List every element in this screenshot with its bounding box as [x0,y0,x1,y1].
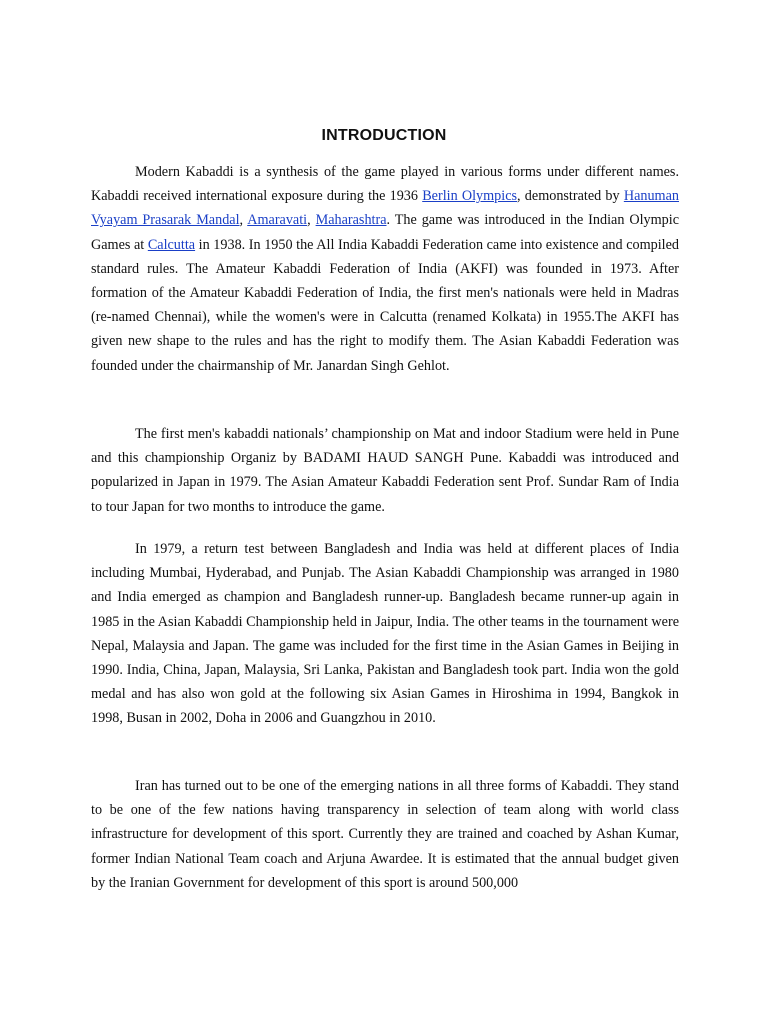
page-title: INTRODUCTION [321,127,447,144]
paragraph-3-text: In 1979, a return test between Bangladesh and India was held at different places of India including Mumbai, Hyderabad, and Punjab. The Asian Kabaddi Championship was arranged in 1980 and India emerged as champion and Bangladesh runner-up. Bangladesh became runner-up again in 1985 in the Asian Kabaddi Championship held in Jaipur, India. The other teams in the tournament were Nepal, Malaysia and Japan. The game was included for the first time in the Asian Games in Beijing in 1990. India, China, Japan, Malaysia, Sri Lanka, Pakistan and Bangladesh took part. India won the gold medal and has also won gold at the following six Asian Games in Hiroshima in 1994, Bangkok in 1998, Busan in 2002, Doha in 2006 and Guangzhou in 2010. [91,541,679,727]
paragraph-1-text-6: in 1938. In 1950 the All India Kabaddi Federation came into existence and compiled standard rules. The Amateur Kabaddi Federation of India (AKFI) was founded in 1973. After formation of the Amateur Kabaddi Federation of India, the first men's nationals were held in Madras (re-named Chennai), while the women's were in Calcutta (renamed Kolkata) in 1955.The AKFI has given new shape to the rules and has the right to modify them. The Asian Kabaddi Federation was founded under the chairmanship of Mr. Janardan Singh Gehlot. [91,236,679,374]
paragraph-2 [91,422,679,519]
paragraph-1 [91,160,679,378]
paragraph-1-text-3: , [239,212,248,229]
paragraph-1-text-5: . The game was introduced in the Indian Olympic Games at [91,212,679,253]
maharashtra-link[interactable]: Maharashtra [315,212,387,229]
berlin-olympics-link[interactable]: Berlin Olympics [422,188,518,205]
amaravati-link[interactable]: Amaravati [247,212,308,229]
hanuman-vyayam-prasarak-mandal-link[interactable]: Hanuman Vyayam Prasarak Mandal [91,188,679,229]
paragraph-1-text-4: , [307,212,316,229]
paragraph-4-text: Iran has turned out to be one of the emerging nations in all three forms of Kabaddi. They stand to be one of the few nations having transparency in selection of team along with world class infrastructure for development of this sport. Currently they are trained and coached by Ashan Kumar, former Indian National Team coach and Arjuna Awardee. It is estimated that the annual budget given by the Iranian Government for development of this sport is around 500,000 [91,778,679,891]
paragraph-1-text-1: Modern Kabaddi is a synthesis of the game played in various forms under different names. Kabaddi received international exposure during the 1936 [91,164,679,205]
paragraph-1-text-2: , demonstrated by [517,188,624,205]
paragraph-4 [91,774,679,895]
paragraph-2-text: The first men's kabaddi nationals’ championship on Mat and indoor Stadium were held in Pune and this championship Organiz by BADAMI HAUD SANGH Pune. Kabaddi was introduced and popularized in Japan in 1979. The Asian Amateur Kabaddi Federation sent Prof. Sundar Ram of India to tour Japan for two months to introduce the game. [91,426,679,515]
calcutta-link[interactable]: Calcutta [147,236,196,253]
paragraph-3 [91,537,679,731]
